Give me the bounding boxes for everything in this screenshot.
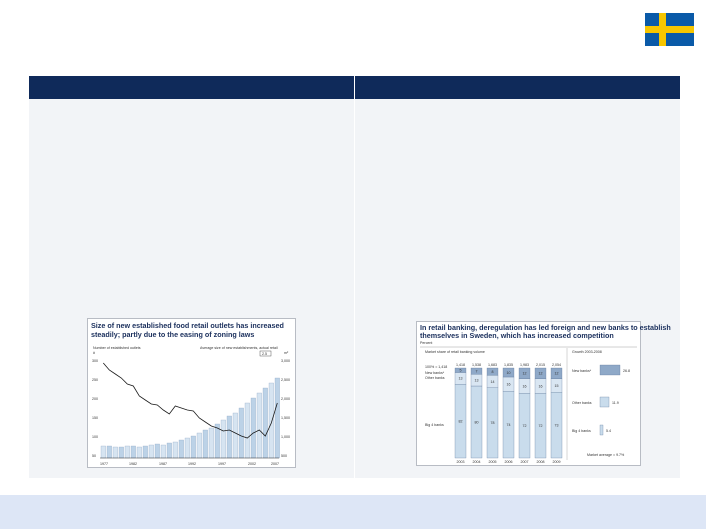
average-size-bars [101, 378, 280, 458]
other-banks-value: 16 [506, 382, 511, 387]
new-banks-value: 10 [506, 370, 511, 375]
left-axis-ticks [92, 359, 98, 458]
growth-value: 26.8 [623, 369, 630, 373]
size-bar [101, 446, 106, 458]
growth-footer: Market average = 9.7% [587, 453, 625, 457]
chart-unit: Percent [420, 341, 433, 345]
row-label: 100% = 1,418 [425, 365, 448, 369]
big4-value: 73 [554, 423, 559, 428]
right-axis-ticks [281, 359, 290, 458]
new-banks-value: 8 [491, 369, 494, 374]
sweden-flag-icon [645, 13, 694, 46]
size-bar [227, 416, 232, 458]
chart-title-line2: themselves in Sweden, which has increased competition [420, 331, 614, 340]
retail-outlets-chart [87, 318, 296, 468]
x-tick-label: 2007 [271, 462, 279, 466]
size-bar [275, 378, 280, 458]
row-label: New banks* [425, 371, 445, 375]
chart-title-line2: steadily; partly due to the easing of zoning laws [91, 330, 255, 339]
year-label: 2009 [552, 460, 561, 464]
size-bar [185, 438, 190, 458]
legend-tag: 2.5 [262, 352, 267, 356]
row-label: Big 4 banks [425, 423, 444, 427]
size-bar [155, 444, 160, 458]
chart-title-line1: Size of new established food retail outlets has increased [91, 321, 284, 330]
size-bar [113, 447, 118, 458]
row-label: Other banks [425, 376, 445, 380]
other-banks-value: 13 [474, 378, 479, 383]
size-bar [191, 436, 196, 458]
size-bar [239, 408, 244, 458]
right-tick-label: 1,000 [281, 435, 290, 439]
x-tick-label: 1987 [159, 462, 167, 466]
total-value-label: 1,418 [456, 363, 465, 367]
big4-value: 72 [522, 423, 527, 428]
total-value-label: 1,538 [472, 363, 481, 367]
right-axis-unit: m² [284, 351, 289, 355]
big4-value: 78 [490, 421, 495, 426]
size-bar [167, 443, 172, 458]
left-tick-label: 250 [92, 378, 98, 382]
footer-band [0, 495, 706, 529]
left-tick-label: 150 [92, 416, 98, 420]
right-panel-header [355, 76, 680, 99]
other-banks-value: 13 [458, 376, 463, 381]
new-banks-value: 12 [554, 371, 559, 376]
other-banks-value: 16 [538, 384, 543, 389]
growth-bars [572, 365, 630, 435]
growth-bar [600, 365, 620, 375]
growth-value: 11.9 [612, 401, 619, 405]
size-bar [161, 445, 166, 458]
size-bar [257, 393, 262, 458]
total-value-label: 2,054 [552, 363, 561, 367]
size-bar [173, 442, 178, 458]
year-label: 2004 [472, 460, 481, 464]
new-banks-value: 5 [459, 368, 462, 373]
total-value-label: 1,983 [520, 363, 529, 367]
size-bar [107, 446, 112, 458]
x-tick-label: 1997 [218, 462, 226, 466]
market-share-bars [455, 363, 562, 464]
size-bar [143, 446, 148, 458]
x-axis-ticks [100, 462, 279, 466]
year-label: 2007 [520, 460, 529, 464]
left-tick-label: 50 [92, 454, 96, 458]
size-bar [119, 447, 124, 458]
x-tick-label: 1977 [100, 462, 108, 466]
x-tick-label: 1992 [188, 462, 196, 466]
growth-bar [600, 397, 609, 407]
retail-outlets-chart-svg [88, 319, 295, 467]
size-bar [233, 413, 238, 458]
x-tick-label: 1982 [129, 462, 137, 466]
left-axis-unit: # [93, 351, 95, 355]
size-bar [245, 403, 250, 458]
size-bar [209, 428, 214, 458]
year-label: 2005 [488, 460, 497, 464]
right-axis-label: Average size of new establishments, actual retail [200, 346, 278, 350]
big4-value: 80 [474, 420, 479, 425]
size-bar [263, 388, 268, 458]
big4-value: 82 [458, 419, 463, 424]
left-tick-label: 100 [92, 435, 98, 439]
size-bar [137, 447, 142, 458]
size-bar [197, 433, 202, 458]
size-bar [269, 383, 274, 458]
total-value-label: 1,683 [488, 363, 497, 367]
right-tick-label: 2,500 [281, 378, 290, 382]
retail-banking-chart-svg [417, 322, 671, 465]
chart-title-line1: In retail banking, deregulation has led foreign and new banks to establish [420, 323, 671, 332]
growth-row-label: Big 4 banks [572, 429, 591, 433]
total-value-label: 2,015 [536, 363, 545, 367]
right-tick-label: 1,500 [281, 416, 290, 420]
other-banks-value: 14 [490, 379, 495, 384]
right-tick-label: 3,000 [281, 359, 290, 363]
other-banks-value: 15 [554, 383, 559, 388]
size-bar [203, 430, 208, 458]
growth-bar [600, 425, 603, 435]
big4-value: 72 [538, 423, 543, 428]
year-label: 2006 [504, 460, 513, 464]
right-tick-label: 2,000 [281, 397, 290, 401]
growth-row-label: Other banks [572, 401, 592, 405]
size-bar [149, 445, 154, 458]
other-banks-value: 16 [522, 384, 527, 389]
right-tick-label: 500 [281, 454, 287, 458]
year-label: 2008 [536, 460, 545, 464]
left-tick-label: 300 [92, 359, 98, 363]
new-banks-value: 12 [538, 371, 543, 376]
growth-value: 5.4 [606, 429, 611, 433]
growth-row-label: New banks* [572, 369, 592, 373]
size-bar [221, 420, 226, 458]
size-bar [179, 440, 184, 458]
size-bar [125, 446, 130, 458]
left-axis-label: Number of established outlets [93, 346, 141, 350]
total-value-label: 1,835 [504, 363, 513, 367]
left-panel-header [29, 76, 354, 99]
size-bar [131, 446, 136, 458]
year-label: 2003 [456, 460, 465, 464]
market-share-label: Market share of retail banking volume [425, 350, 485, 354]
new-banks-value: 7 [475, 369, 478, 374]
x-tick-label: 2002 [248, 462, 256, 466]
left-tick-label: 200 [92, 397, 98, 401]
growth-label: Growth 2003-2008 [572, 350, 602, 354]
retail-banking-chart [416, 321, 671, 466]
big4-value: 74 [506, 423, 511, 427]
size-bar [251, 398, 256, 458]
new-banks-value: 12 [522, 371, 527, 376]
